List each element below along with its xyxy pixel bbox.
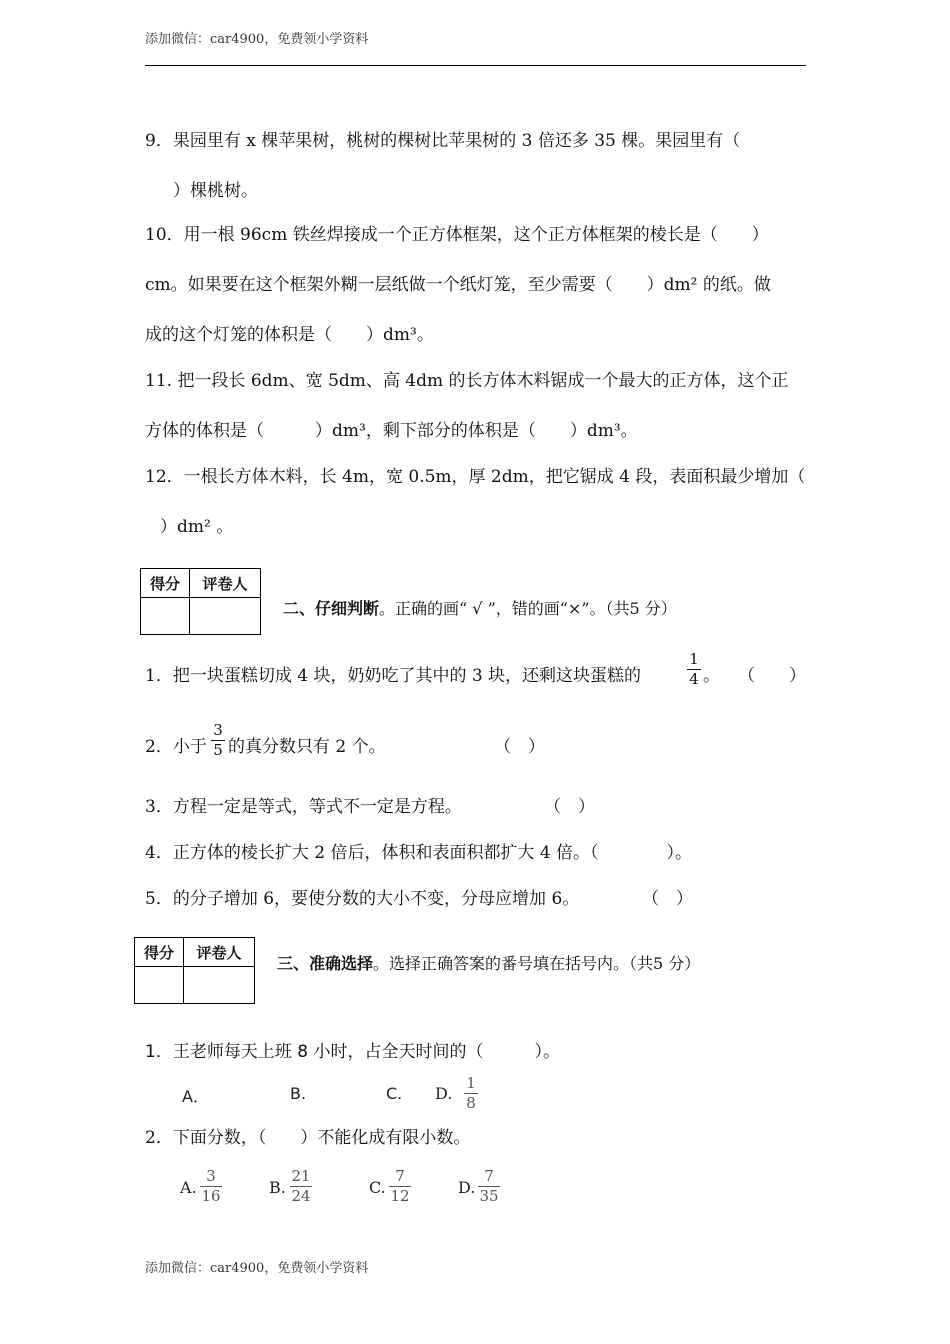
judge-item-1-tail: 。 xyxy=(703,666,720,686)
choice-q2-option-a-fraction: 3 16 xyxy=(201,1167,221,1205)
choice-q2-option-d-fraction: 7 35 xyxy=(479,1167,499,1205)
choice-q1-option-a: A． xyxy=(182,1087,209,1106)
judge-item-3-answer-paren: （ ） xyxy=(544,797,595,817)
judge-item-4: 4．正方体的棱长扩大 2 倍后，体积和表面积都扩大 4 倍。（ ）。 xyxy=(145,843,693,863)
question-12-line-2: ）dm² 。 xyxy=(160,517,234,537)
choice-q2-option-a-label: A. xyxy=(180,1178,197,1197)
choice-q2-option-c-fraction: 7 12 xyxy=(390,1167,410,1205)
choice-q2-option-b-fraction: 21 24 xyxy=(291,1167,311,1205)
choice-q2-option-d-label: D. xyxy=(458,1178,476,1197)
question-10-line-3: 成的这个灯笼的体积是（ ）dm³。 xyxy=(145,325,434,345)
score-label: 得分 xyxy=(135,938,184,967)
question-9-line-2: ）棵桃树。 xyxy=(173,181,258,201)
judge-item-2-tail: 的真分数只有 2 个。 xyxy=(228,737,386,757)
question-11-line-2: 方体的体积是（ ）dm³，剩下部分的体积是（ ）dm³。 xyxy=(145,421,638,441)
grader-cell xyxy=(184,967,255,1004)
score-label: 得分 xyxy=(141,569,190,598)
section-3-heading xyxy=(277,951,700,974)
choice-q1-option-c: C. xyxy=(386,1084,403,1103)
page-footer: 添加微信：car4900，免费领小学资料 xyxy=(145,1261,369,1276)
section-3-description: 。选择正确答案的番号填在括号内。（共5 分） xyxy=(373,954,701,973)
judge-item-5: 5．的分子增加 6，要使分数的大小不变，分母应增加 6。 xyxy=(145,889,580,909)
question-10-line-2: cm。如果要在这个框架外糊一层纸做一个纸灯笼，至少需要（ ）dm² 的纸。做 xyxy=(145,275,771,295)
judge-item-2: 2．小于 xyxy=(145,737,207,757)
header-divider xyxy=(145,65,806,66)
question-10-line-1: 10．用一根 96cm 铁丝焊接成一个正方体框架，这个正方体框架的棱长是（ ） xyxy=(145,225,769,245)
grader-cell xyxy=(190,598,261,635)
choice-q1-option-d: D. xyxy=(435,1084,453,1103)
question-11-line-1: 11. 把一段长 6dm、宽 5dm、高 4dm 的长方体木料锯成一个最大的正方体，这个正 xyxy=(145,371,789,391)
judge-item-1-answer-paren: （ ） xyxy=(738,666,806,686)
choice-q1-option-d-fraction: 1 8 xyxy=(463,1076,479,1111)
page-header: 添加微信：car4900，免费领小学资料 xyxy=(145,32,369,47)
score-cell xyxy=(141,598,190,635)
judge-item-5-answer-paren: （ ） xyxy=(642,889,693,909)
judge-item-1: 1．把一块蛋糕切成 4 块，奶奶吃了其中的 3 块，还剩这块蛋糕的 xyxy=(145,666,642,686)
judge-item-2-fraction: 3 5 xyxy=(210,723,226,758)
section-2-description: 。正确的画“ √ ”，错的画“×”。（共5 分） xyxy=(379,599,677,618)
question-9-line-1: 9．果园里有 x 棵苹果树，桃树的棵树比苹果树的 3 倍还多 35 棵。果园里有（ xyxy=(145,131,741,151)
section-3-title: 三、准确选择 xyxy=(277,954,374,973)
score-cell xyxy=(135,967,184,1004)
choice-q2-option-b-label: B. xyxy=(269,1178,286,1197)
grader-label: 评卷人 xyxy=(184,938,255,967)
grader-label: 评卷人 xyxy=(190,569,261,598)
choice-q2-option-c-label: C. xyxy=(369,1178,386,1197)
judge-item-1-fraction: 1 4 xyxy=(686,652,702,687)
section-2-title: 二、仔细判断 xyxy=(283,599,380,618)
section-2-heading xyxy=(283,596,677,619)
question-12-line-1: 12．一根长方体木料，长 4m，宽 0.5m，厚 2dm，把它锯成 4 段，表面积最少增加（ xyxy=(145,467,806,487)
choice-q1-option-b: B. xyxy=(290,1084,307,1103)
judge-item-2-answer-paren: （ ） xyxy=(494,737,545,757)
choice-question-1: 1．王老师每天上班 8 小时，占全天时间的（ ）。 xyxy=(145,1042,560,1062)
score-box-section-2 xyxy=(140,568,261,635)
score-box-section-3 xyxy=(134,937,255,1004)
judge-item-3: 3．方程一定是等式，等式不一定是方程。 xyxy=(145,797,462,817)
choice-question-2: 2．下面分数，（ ）不能化成有限小数。 xyxy=(145,1128,471,1148)
